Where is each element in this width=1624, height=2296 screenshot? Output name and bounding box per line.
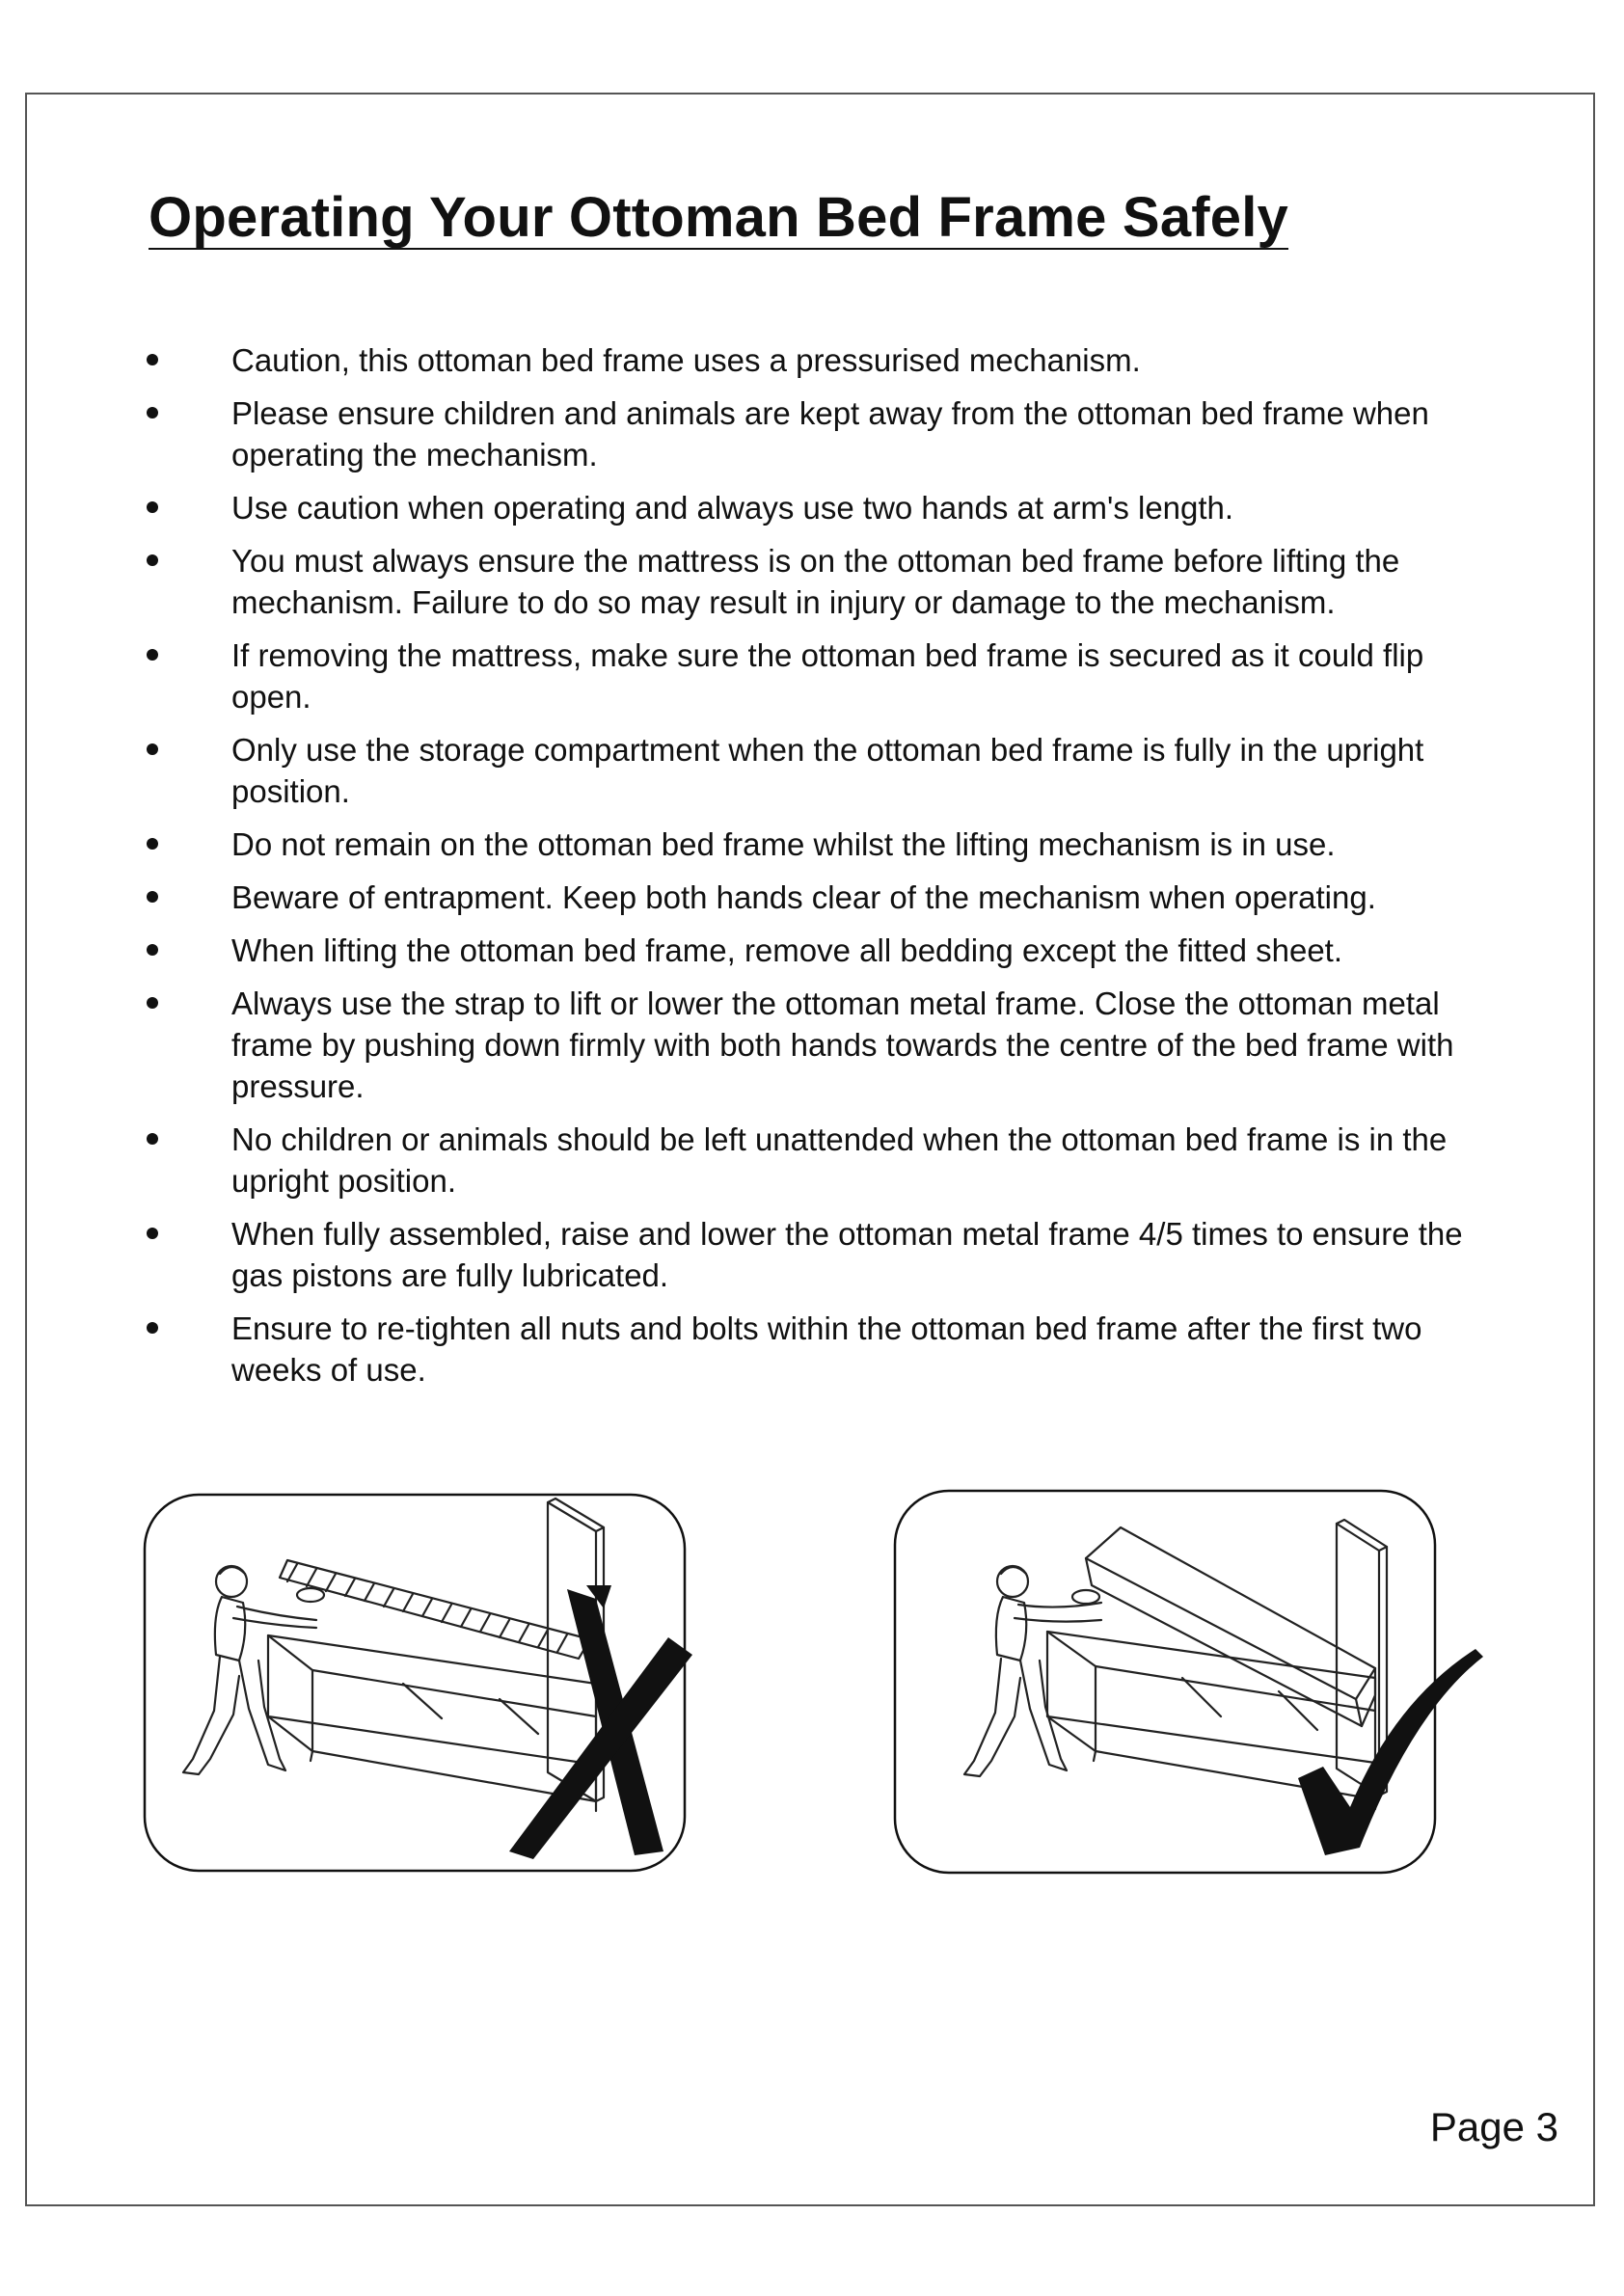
page-title: Operating Your Ottoman Bed Frame Safely [149, 186, 1289, 249]
list-item-text: Always use the strap to lift or lower the ottoman metal frame. Close the ottoman metal frame by pushing down firmly with both hands towards the centre of the bed frame with pressure. [231, 986, 1454, 1104]
list-item [147, 635, 1497, 717]
person-figure-icon [183, 1566, 316, 1774]
list-item-text: Only use the storage compartment when the ottoman bed frame is fully in the upright position. [231, 732, 1424, 809]
bullet-icon [147, 997, 158, 1009]
bullet-icon [147, 1322, 158, 1334]
bullet-icon [147, 554, 158, 566]
list-item-text: Ensure to re-tighten all nuts and bolts within the ottoman bed frame after the first two weeks of use. [231, 1310, 1422, 1388]
list-item [147, 487, 1497, 528]
list-item [147, 930, 1497, 971]
list-item-text: If removing the mattress, make sure the ottoman bed frame is secured as it could flip open. [231, 637, 1424, 715]
bullet-icon [147, 1133, 158, 1145]
bullet-icon [147, 649, 158, 661]
list-item [147, 1213, 1497, 1296]
list-item-text: Beware of entrapment. Keep both hands clear of the mechanism when operating. [231, 879, 1376, 915]
list-item [147, 729, 1497, 812]
list-item [147, 392, 1497, 475]
list-item [147, 540, 1497, 623]
bullet-icon [147, 407, 158, 419]
list-item [147, 339, 1497, 381]
list-item-text: Use caution when operating and always use two hands at arm's length. [231, 490, 1234, 526]
list-item [147, 983, 1497, 1107]
bullet-icon [147, 354, 158, 365]
bullet-icon [147, 501, 158, 513]
list-item-text: You must always ensure the mattress is on the ottoman bed frame before lifting the mechanism. Failure to do so may result in injury or damage to the mechanism. [231, 543, 1400, 620]
list-item-text: Caution, this ottoman bed frame uses a pressurised mechanism. [231, 342, 1141, 378]
page-number: Page 3 [1429, 2104, 1558, 2149]
bullet-icon [147, 891, 158, 903]
bullet-icon [147, 743, 158, 755]
list-item [147, 1308, 1497, 1391]
list-item-text: When lifting the ottoman bed frame, remove all bedding except the fitted sheet. [231, 932, 1343, 968]
list-item-text: No children or animals should be left unattended when the ottoman bed frame is in the upright position. [231, 1121, 1448, 1199]
list-item [147, 1119, 1497, 1202]
list-item [147, 824, 1497, 865]
correct-usage-illustration [893, 1489, 1529, 1923]
list-item [147, 877, 1497, 918]
mattress-icon [1072, 1527, 1375, 1726]
incorrect-usage-illustration [143, 1493, 721, 1917]
safety-instructions-list [147, 339, 1497, 1402]
list-item-text: Please ensure children and animals are kept away from the ottoman bed frame when operating the mechanism. [231, 395, 1429, 473]
check-mark-icon [1298, 1649, 1483, 1855]
bullet-icon [147, 944, 158, 956]
list-item-text: Do not remain on the ottoman bed frame whilst the lifting mechanism is in use. [231, 826, 1336, 862]
bullet-icon [147, 1228, 158, 1239]
person-figure-icon [964, 1566, 1101, 1776]
bullet-icon [147, 838, 158, 850]
list-item-text: When fully assembled, raise and lower the ottoman metal frame 4/5 times to ensure the gas pistons are fully lubricated. [231, 1216, 1463, 1293]
